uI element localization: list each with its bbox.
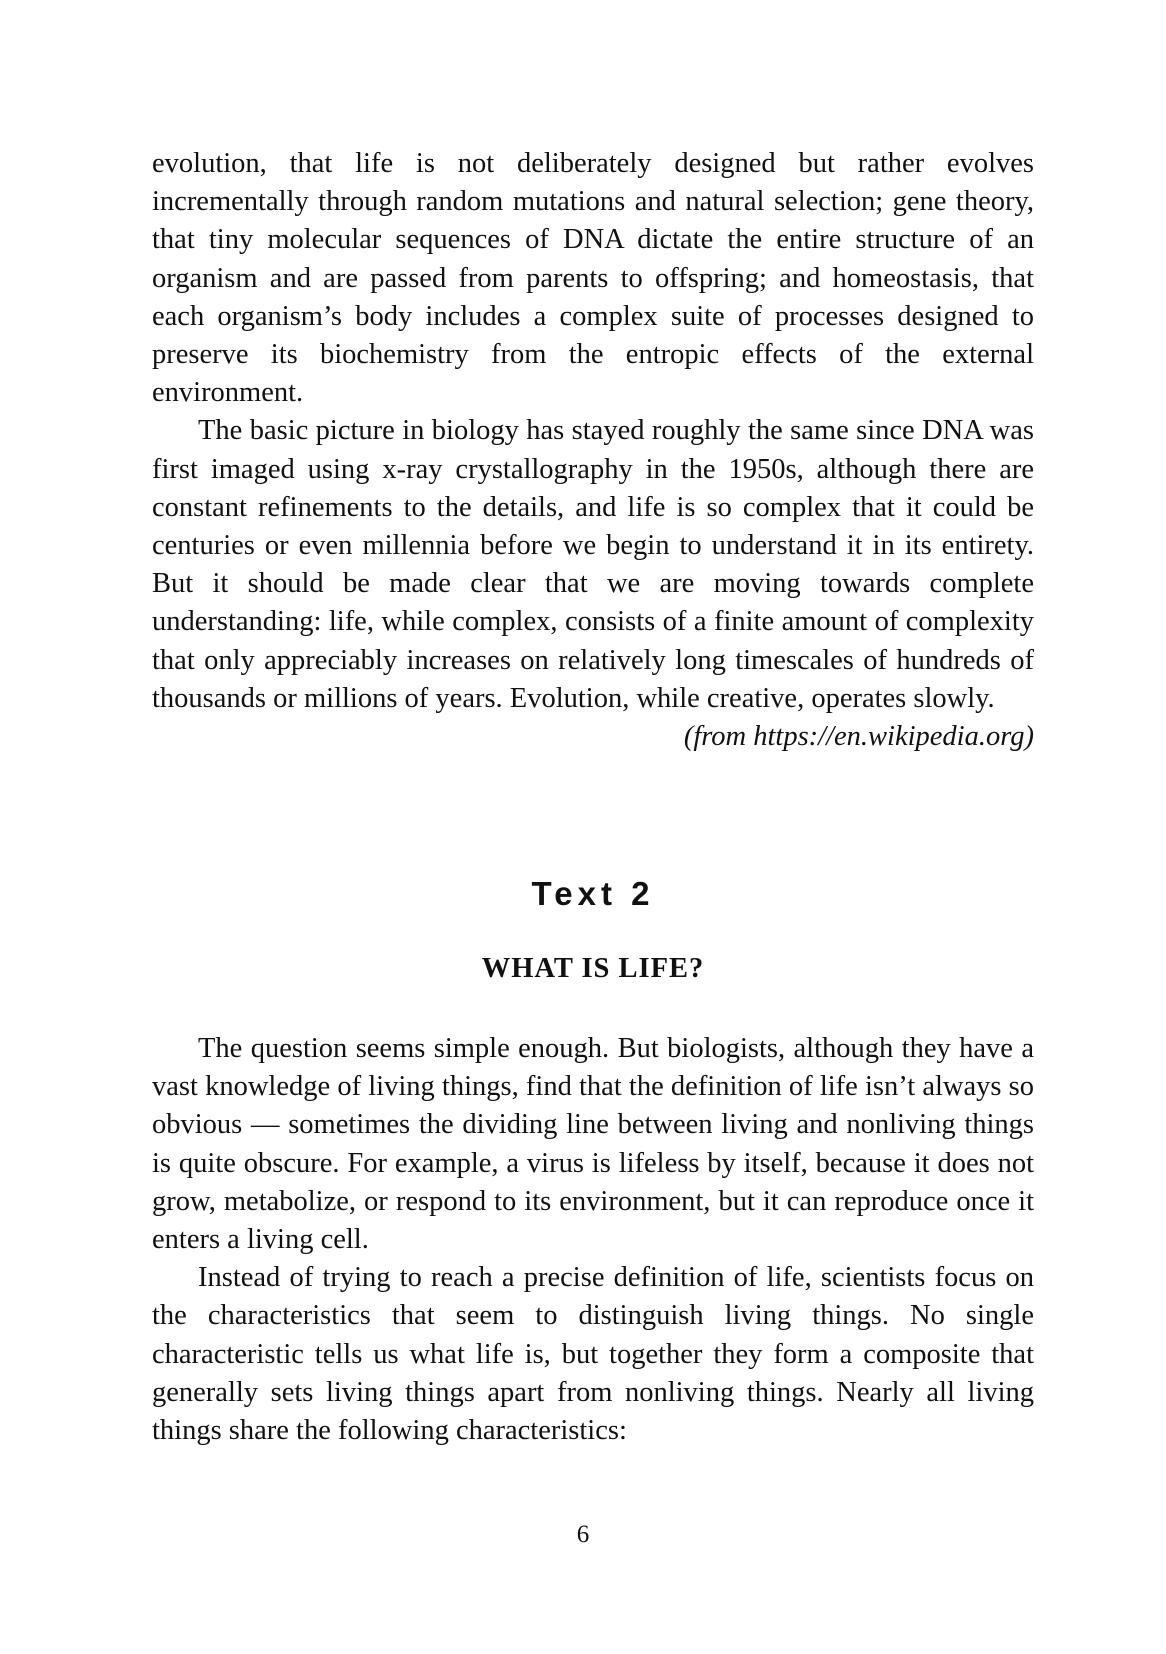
text1-paragraph-1: evolution, that life is not deliberately designed but rather evolves incrementally through random mutations and natural selection; gene theory, that tiny molecular sequences of DNA dictate the entire structure of an organism and are passed from parents to offspring; and homeostasis, that each organism’s body includes a complex suite of processes designed to preserve its biochemistry from the entropic effects of the external environment. <box>152 148 1034 409</box>
text1-paragraph-2: The basic picture in biology has stayed roughly the same since DNA was first imaged using x-ray crystallography in the 1950s, although there are constant refinements to the details, and life is so complex that it could be centuries or even millennia before we begin to understand it in its entirety. But it should be made clear that we are moving towards complete understanding: life, while complex, consists of a finite amount of complexity that only appreciably increases on relatively long timescales of hundreds of thousands or millions of years. Evolution, while creative, operates slowly. <box>152 415 1034 714</box>
text-2-label: Text 2 <box>531 875 655 912</box>
text2-paragraph-2: Instead of trying to reach a precise definition of life, scientists focus on the characteristics that seem to distinguish living things. No single characteristic tells us what life is, but together they form a composite that generally sets living things apart from nonliving things. Nearly all living things share the following characteristics: <box>152 1262 1034 1447</box>
text2-paragraph-1: The question seems simple enough. But biologists, although they have a vast knowledge of living things, find that the definition of life isn’t always so obvious — sometimes the dividing line between living and nonliving things is quite obscure. For example, a virus is lifeless by itself, because it does not grow, metabolize, or respond to its environment, but it can reproduce once it enters a living cell. <box>152 1033 1034 1256</box>
text2-body <box>152 1030 1034 1450</box>
section-title: WHAT IS LIFE? <box>481 953 705 984</box>
page-number: 6 <box>576 1521 590 1548</box>
source-citation: (from https://en.wikipedia.org) <box>683 721 1034 753</box>
page-content <box>152 145 1034 1447</box>
